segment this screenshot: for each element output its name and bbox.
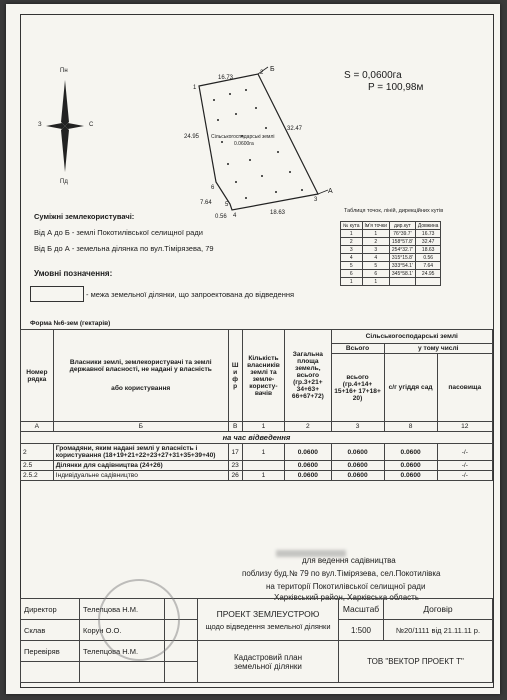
contract-value: №20/1111 від 21.11.11 р. [384,620,493,641]
coords-cell: 158°57.8' [389,238,415,246]
perimeter-value: P = 100,98м [368,82,424,93]
forma-row [21,444,493,461]
forma-header-vsogo: Всього [331,344,384,354]
coords-cell: 7.64 [415,262,441,270]
side-length-top: 16.73 [218,75,234,81]
coords-row [341,278,441,286]
forma-index-cell: 8 [384,422,437,432]
coords-cell: 16.73 [415,230,441,238]
forma-header-nomer: Номер рядка [21,330,54,422]
name-checker: Телепцова Н.М. [80,641,165,662]
corner-a: А [328,188,333,195]
coords-cell: 2 [362,238,389,246]
forma-cell-count: 1 [242,471,285,481]
compass-south: Пд [60,179,68,185]
neighbors-title: Суміжні землекористувачі: [34,212,135,221]
coords-header: дир.кут [389,222,415,230]
forma-row [21,461,493,471]
role-composer: Склав [21,620,80,641]
forma-header-total: Загальна площа земель, всього (гр.3+21+ 34+63+ 66+67+72) [285,330,331,422]
forma-index-cell: 3 [331,422,384,432]
forma-cell-total: 0.0600 [285,444,331,461]
contract-label: Договір [384,599,493,620]
compass-west: З [38,122,42,128]
legend-text: - межа земельної ділянки, що запроектована до відведення [86,290,295,299]
coords-header: Довжина [415,222,441,230]
project-title: ПРОЕКТ ЗЕМЛЕУСТРОЮ [216,608,320,619]
coords-cell: 4 [341,254,363,262]
plan-subtitle: земельної ділянки [234,661,302,671]
coords-cell: 333°54.1' [389,262,415,270]
coords-cell: 3 [341,246,363,254]
coords-cell: 2 [341,238,363,246]
forma-section: на час відведення [21,432,493,444]
legend-title: Умовні позначення: [34,269,113,278]
coords-header-row [341,222,441,230]
document-sheet [6,4,500,694]
side-length-right: 32.47 [287,126,303,132]
coords-cell: 5 [362,262,389,270]
purpose-line-3: на території Покотилівської селищної ради [266,582,426,591]
project-title-cell [198,599,339,641]
coords-cell: 6 [341,270,363,278]
forma-cell-code: 26 [228,471,242,481]
point-6: 6 [211,185,215,191]
parcel-label: Сільськогосподарські землі [211,134,275,140]
coords-header: Ім'я точки [362,222,389,230]
point-4: 4 [233,213,237,219]
side-length-left: 24.95 [184,134,200,140]
neighbors-line-1: Від А до Б - землі Покотилівської селищної ради [34,228,203,237]
forma-cell-count [242,461,285,471]
forma-cell-sad: 0.0600 [384,471,437,481]
coords-row [341,270,441,278]
name-director: Телепцова Н.М. [80,599,165,620]
forma-cell-agri: 0.0600 [331,444,384,461]
coords-row [341,262,441,270]
forma-title: Форма №6-зем (гектарів) [30,320,111,327]
coords-cell: 6 [362,270,389,278]
point-5: 5 [225,202,229,208]
coords-cell [415,278,441,286]
coords-cell: 3 [362,246,389,254]
coords-cell: 18.63 [415,246,441,254]
coords-row [341,246,441,254]
forma-cell-total: 0.0600 [285,471,331,481]
forma-index-cell: А [21,422,54,432]
purpose-line-4: Харківський район, Харківська область [274,593,419,602]
purpose-line-1: для ведення садівництва [302,556,396,565]
empty-cell [80,662,165,683]
plan-title: Кадастровий план [233,652,303,662]
empty-cell [21,662,80,683]
compass-north: Пн [60,68,68,74]
coords-cell: 345°58.1' [389,270,415,278]
forma-header-owners-sub: або користування [111,385,171,392]
coords-cell: 0.56 [415,254,441,262]
point-3: 3 [314,197,318,203]
project-subtitle: щодо відведення земельної ділянки [205,621,331,631]
legend-symbol [30,286,84,302]
forma-cell-name: Індивідуальне садівництво [53,471,228,481]
forma-index-cell: В [228,422,242,432]
forma-cell-n: 2.5 [21,461,54,471]
forma-index-cell: 1 [242,422,285,432]
forma-header-vsogo2: всього (гр.4+14+ 15+16+ 17+18+ 20) [331,354,384,422]
scale-value: 1:500 [339,620,384,641]
coords-cell: 32.47 [415,238,441,246]
forma-cell-pas: -/- [437,444,492,461]
compass-east: С [89,122,94,128]
forma-cell-agri: 0.0600 [331,461,384,471]
corner-b: Б [270,66,275,73]
coords-title: Таблиця точок, ліній, дирекційних кутів [344,208,444,214]
company-seal [98,579,180,661]
coords-cell: 24.95 [415,270,441,278]
coords-row [341,254,441,262]
scale-label: Масштаб [339,599,384,620]
coords-cell: 254°32.7' [389,246,415,254]
forma-index-cell: 12 [437,422,492,432]
neighbors-line-2: Від Б до А - земельна ділянка по вул.Тімірязева, 79 [34,244,214,253]
forma-index-row [21,422,493,432]
forma-header-agri: Сільськогосподарські землі [331,330,493,344]
forma-cell-sad: 0.0600 [384,461,437,471]
side-length-short-2: 0.56 [215,214,227,220]
name-composer: Корун О.О. [80,620,165,641]
coords-table [340,221,441,286]
role-checker: Перевіряв [21,641,80,662]
forma-cell-total: 0.0600 [285,461,331,471]
point-2: 2 [260,70,264,76]
coords-header: № кута [341,222,363,230]
purpose-line-2: поблизу буд.№ 79 по вул.Тімірязева, сел.Покотилівка [242,569,441,578]
forma-cell-n: 2 [21,444,54,461]
forma-header-sad: с/г угіддя сад [384,354,437,422]
forma-header-owners [53,330,228,422]
empty-cell [165,662,198,683]
coords-row [341,238,441,246]
forma-cell-sad: 0.0600 [384,444,437,461]
parcel-area: 0.0600га [234,141,254,147]
forma-row [21,471,493,481]
forma-header-pas: пасовища [437,354,492,422]
forma-cell-pas: -/- [437,471,492,481]
coords-row [341,230,441,238]
forma-index-cell: Б [53,422,228,432]
coords-cell: 1 [341,278,363,286]
point-1: 1 [193,85,197,91]
coords-cell: 1 [362,278,389,286]
title-block [20,598,493,683]
forma-cell-code: 17 [228,444,242,461]
coords-cell: 1 [362,230,389,238]
coords-cell: 315°15.8' [389,254,415,262]
forma-cell-code: 23 [228,461,242,471]
coords-cell: 76°39.7' [389,230,415,238]
forma-cell-count: 1 [242,444,285,461]
side-length-bottom: 18.63 [270,210,286,216]
plan-title-cell [198,641,339,683]
company-name: ТОВ "ВЕКТОР ПРОЕКТ Т" [339,641,493,683]
forma-header-u-tomu: у тому числі [384,344,492,354]
forma-header-count: Кількість власників землі та земле- користу- вачів [242,330,285,422]
coords-cell [389,278,415,286]
coords-cell: 5 [341,262,363,270]
forma-cell-n: 2.5.2 [21,471,54,481]
forma-header-code: Ш и ф р [228,330,242,422]
forma-cell-pas: -/- [437,461,492,471]
forma-cell-name: Ділянки для садівництва (24+26) [53,461,228,471]
side-length-short-1: 7.64 [200,200,212,206]
forma-table [20,329,493,481]
coords-cell: 4 [362,254,389,262]
coords-cell: 1 [341,230,363,238]
forma-index-cell: 2 [285,422,331,432]
area-value: S = 0,0600га [344,70,402,81]
forma-header-owners-text: Власники землі, землекористувачі та землі державної власності, не надані у власність [69,359,212,373]
forma-cell-name: Громадяни, яким надані землі у власність і користування (18+19+21+22+23+27+31+35+39+40) [53,444,228,461]
role-director: Директор [21,599,80,620]
forma-cell-agri: 0.0600 [331,471,384,481]
